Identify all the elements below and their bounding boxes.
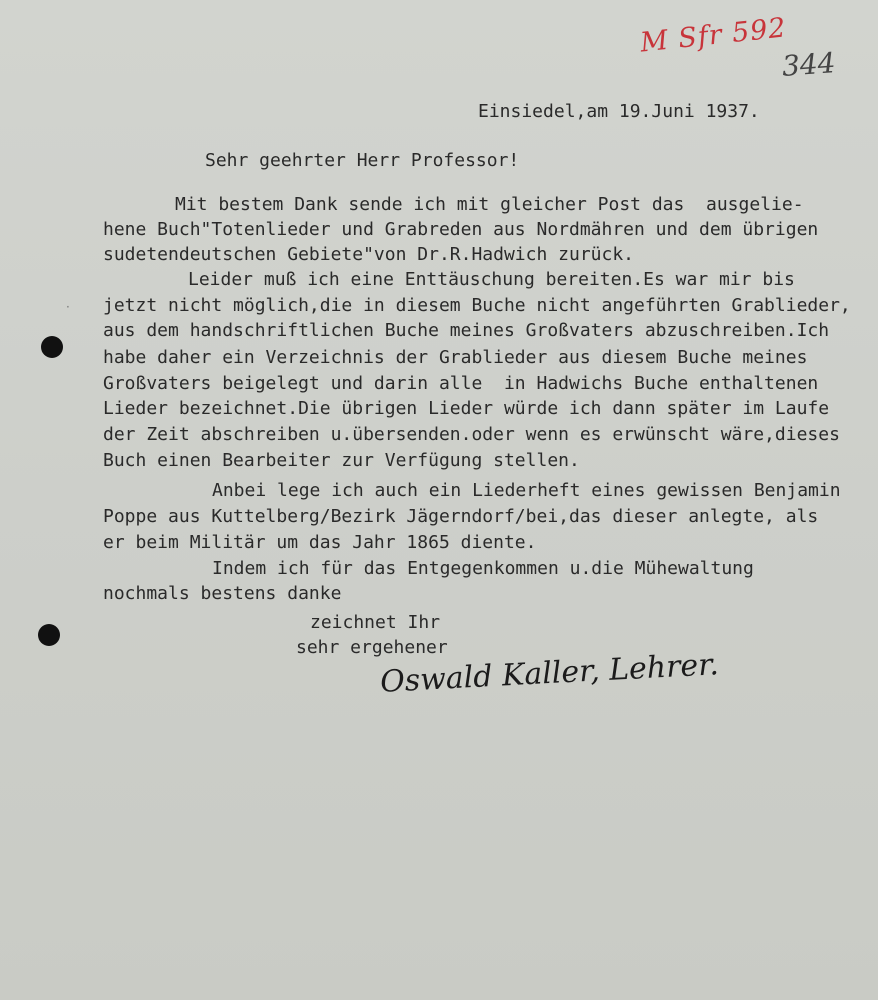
body-line: jetzt nicht möglich,die in diesem Buche nicht angeführten Grablieder,: [103, 295, 851, 316]
closing-line-2: sehr ergehener: [296, 637, 448, 658]
punch-hole-top: [41, 336, 63, 358]
page-number: 344: [780, 46, 837, 83]
body-line: hene Buch"Totenlieder und Grabreden aus Nordmähren und dem übrigen: [103, 219, 819, 240]
body-line: Mit bestem Dank sende ich mit gleicher Post das ausgelie-: [175, 194, 804, 215]
handwritten-signature: Oswald Kaller, Lehrer.: [379, 647, 720, 700]
body-line: er beim Militär um das Jahr 1865 diente.: [103, 532, 537, 553]
margin-mark-icon: ·: [66, 300, 70, 314]
body-line: der Zeit abschreiben u.übersenden.oder wenn es erwünscht wäre,dieses: [103, 424, 840, 445]
closing-line-1: zeichnet Ihr: [310, 612, 441, 633]
place-date: Einsiedel,am 19.Juni 1937.: [478, 101, 760, 122]
body-line: Leider muß ich eine Enttäuschung bereiten.Es war mir bis: [188, 269, 795, 290]
body-line: aus dem handschriftlichen Buche meines Großvaters abzuschreiben.Ich: [103, 320, 830, 341]
body-line: nochmals bestens danke: [103, 583, 342, 604]
body-line: Lieder bezeichnet.Die übrigen Lieder würde ich dann später im Laufe: [103, 398, 830, 419]
body-line: Großvaters beigelegt und darin alle in Hadwichs Buche enthaltenen: [103, 373, 819, 394]
body-line: Indem ich für das Entgegenkommen u.die Mühewaltung: [212, 558, 754, 579]
archive-mark: M Sfr 592: [638, 12, 788, 59]
body-line: sudetendeutschen Gebiete"von Dr.R.Hadwich zurück.: [103, 244, 635, 265]
punch-hole-bottom: [38, 624, 60, 646]
body-line: Poppe aus Kuttelberg/Bezirk Jägerndorf/bei,das dieser anlegte, als: [103, 506, 819, 527]
body-line: Anbei lege ich auch ein Liederheft eines gewissen Benjamin: [212, 480, 841, 501]
salutation: Sehr geehrter Herr Professor!: [205, 150, 520, 171]
body-line: habe daher ein Verzeichnis der Grablieder aus diesem Buche meines: [103, 347, 808, 368]
body-line: Buch einen Bearbeiter zur Verfügung stellen.: [103, 450, 580, 471]
